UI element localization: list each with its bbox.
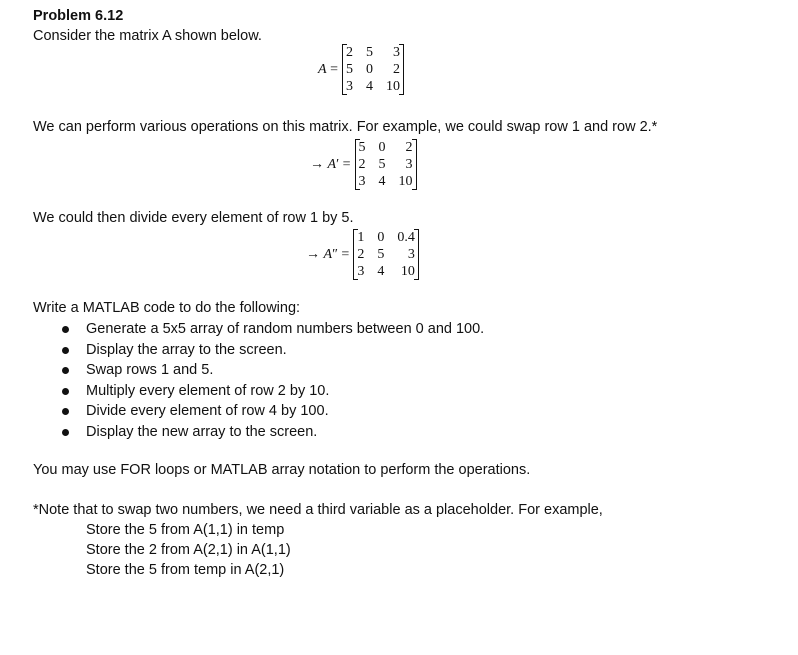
matrix-a-prime-equation — [310, 139, 417, 190]
matrix-a-equation — [318, 44, 404, 95]
matrix-cell: 4 — [365, 79, 373, 94]
matrix-a-double-prime-equation — [306, 229, 419, 280]
task-item: Multiply every element of row 2 by 10. — [62, 381, 484, 402]
matrix-cell: 2 — [392, 62, 400, 77]
matrix-cell: 3 — [345, 79, 353, 94]
task-item: Divide every element of row 4 by 100. — [62, 401, 484, 422]
matrix-cell: 3 — [358, 174, 366, 189]
matrix-cell: 10 — [398, 174, 413, 189]
task-intro: Write a MATLAB code to do the following: — [33, 300, 301, 316]
matrix-a-prime-label: → A′ = — [310, 156, 351, 172]
matrix-cell: 3 — [392, 45, 400, 60]
task-item: Generate a 5x5 array of random numbers between 0 and 100. — [62, 319, 484, 340]
matrix-a — [342, 44, 404, 95]
matrix-cell: 0.4 — [397, 230, 415, 245]
matrix-cell: 3 — [357, 264, 365, 279]
matrix-cell: 5 — [358, 140, 366, 155]
matrix-cell: 5 — [377, 247, 385, 262]
matrix-a-label: A = — [318, 61, 338, 77]
matrix-cell: 1 — [357, 230, 365, 245]
problem-title: Problem 6.12 — [33, 8, 124, 24]
task-item: Swap rows 1 and 5. — [62, 360, 484, 381]
matrix-cell: 0 — [377, 230, 385, 245]
matrix-cell: 5 — [345, 62, 353, 77]
matrix-cell: 2 — [357, 247, 365, 262]
matrix-cell: 4 — [377, 264, 385, 279]
matrix-cell: 3 — [405, 157, 413, 172]
matrix-cell: 0 — [365, 62, 373, 77]
matrix-cell: 0 — [378, 140, 386, 155]
matrix-cell: 4 — [378, 174, 386, 189]
matrix-cell: 2 — [345, 45, 353, 60]
matrix-cell: 2 — [358, 157, 366, 172]
matrix-cell: 2 — [405, 140, 413, 155]
step-1: Store the 5 from A(1,1) in temp — [86, 522, 285, 538]
matrix-cell: 5 — [365, 45, 373, 60]
matrix-a-double-prime — [353, 229, 419, 280]
task-list — [62, 319, 484, 443]
matrix-a-prime — [355, 139, 417, 190]
matrix-cell: 5 — [378, 157, 386, 172]
swap-paragraph: We can perform various operations on this matrix. For example, we could swap row 1 and row 2.* — [33, 119, 658, 135]
loops-note: You may use FOR loops or MATLAB array notation to perform the operations. — [33, 462, 531, 478]
task-item: Display the new array to the screen. — [62, 422, 484, 443]
matrix-cell: 10 — [385, 79, 400, 94]
matrix-a-double-prime-label: → A″ = — [306, 246, 350, 262]
task-item: Display the array to the screen. — [62, 340, 484, 361]
step-2: Store the 2 from A(2,1) in A(1,1) — [86, 542, 291, 558]
step-3: Store the 5 from temp in A(2,1) — [86, 562, 285, 578]
matrix-cell: 3 — [407, 247, 415, 262]
matrix-cell: 10 — [400, 264, 415, 279]
divide-paragraph: We could then divide every element of row 1 by 5. — [33, 210, 354, 226]
intro-text: Consider the matrix A shown below. — [33, 28, 262, 44]
footnote: *Note that to swap two numbers, we need a third variable as a placeholder. For example, — [33, 502, 603, 518]
